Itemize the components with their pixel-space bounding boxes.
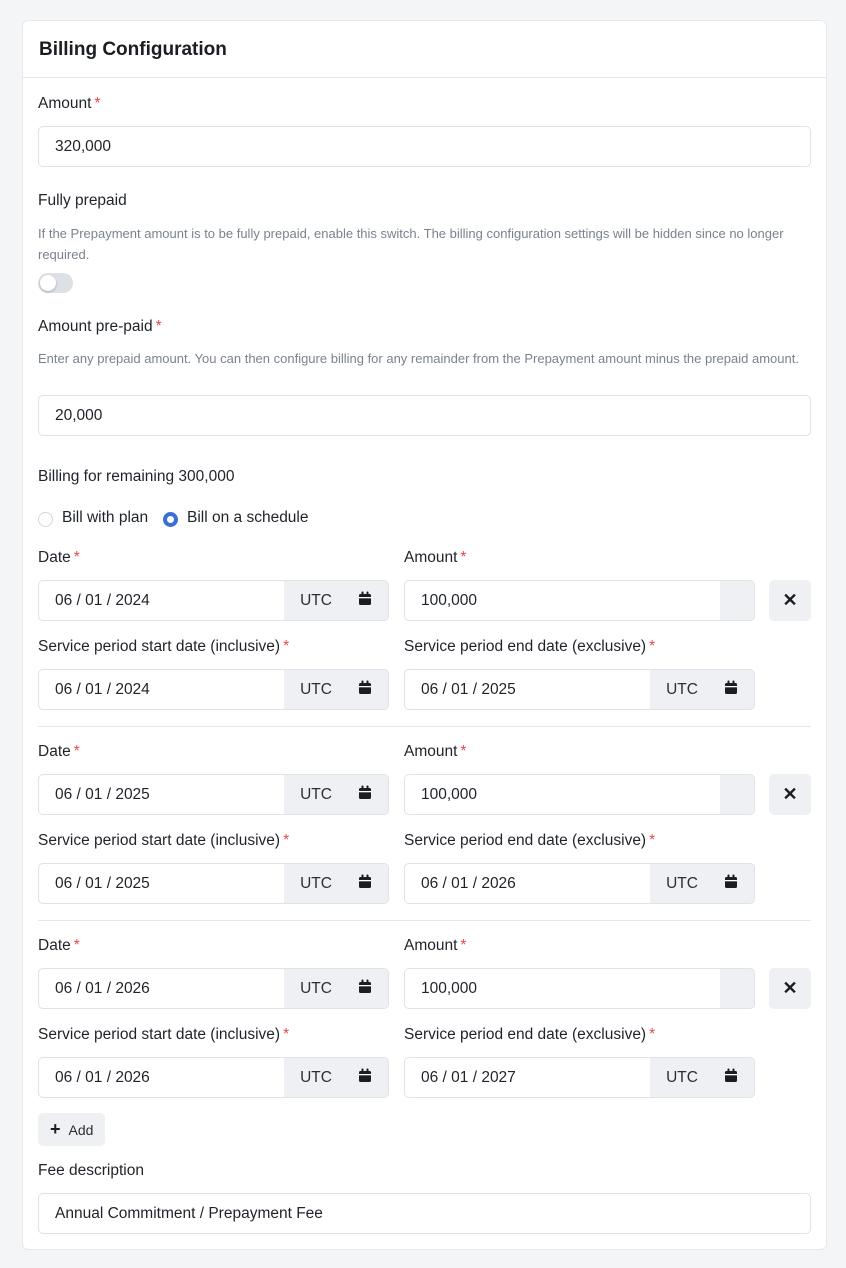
amount-label: Amount *	[404, 549, 467, 566]
timezone-addon	[284, 969, 388, 1008]
amount-value[interactable]: 100,000	[421, 591, 478, 609]
timezone-label: UTC	[300, 680, 332, 698]
calendar-icon[interactable]	[724, 1068, 738, 1088]
close-icon: ✕	[782, 590, 798, 610]
fee-description-input[interactable]: Annual Commitment / Prepayment Fee	[38, 1193, 811, 1234]
timezone-addon	[284, 864, 388, 903]
calendar-icon[interactable]	[358, 591, 372, 611]
service-end-input[interactable]	[404, 1057, 755, 1098]
billing-date-input[interactable]	[38, 580, 389, 621]
amount-label: Amount *	[404, 937, 467, 954]
calendar-icon[interactable]	[358, 680, 372, 700]
add-schedule-button[interactable]	[38, 1113, 105, 1146]
amount-addon	[720, 581, 754, 620]
timezone-label: UTC	[666, 874, 698, 892]
amount-addon	[720, 775, 754, 814]
timezone-addon	[284, 581, 388, 620]
billing-date-input[interactable]	[38, 774, 389, 815]
date-value[interactable]: 06 / 01 / 2024	[55, 591, 150, 609]
add-button-label: Add	[68, 1121, 94, 1138]
date-value[interactable]: 06 / 01 / 2025	[55, 785, 150, 803]
service-start-label: Service period start date (inclusive) *	[38, 832, 290, 849]
timezone-addon	[650, 670, 754, 709]
amount-value[interactable]: 100,000	[421, 785, 478, 803]
toggle-knob	[40, 275, 56, 291]
amount-prepaid-input[interactable]: 20,000	[38, 395, 811, 436]
service-start-input[interactable]	[38, 863, 389, 904]
service-start-input[interactable]	[38, 669, 389, 710]
remove-schedule-button[interactable]	[769, 774, 811, 815]
service-end-label: Service period end date (exclusive) *	[404, 832, 656, 849]
amount-prepaid-help: Enter any prepaid amount. You can then configure billing for any remainder from the Prepayment amount minus the prepaid amount.	[38, 351, 799, 366]
bill-on-schedule-radio[interactable]	[163, 512, 178, 527]
timezone-addon	[284, 775, 388, 814]
calendar-icon[interactable]	[358, 874, 372, 894]
date-value[interactable]: 06 / 01 / 2025	[55, 874, 150, 892]
billing-remaining-label: Billing for remaining 300,000	[38, 468, 235, 485]
service-start-label: Service period start date (inclusive) *	[38, 1026, 290, 1043]
timezone-label: UTC	[300, 785, 332, 803]
date-label: Date *	[38, 549, 80, 566]
service-start-input[interactable]	[38, 1057, 389, 1098]
remove-schedule-button[interactable]	[769, 580, 811, 621]
service-end-input[interactable]	[404, 669, 755, 710]
timezone-label: UTC	[666, 680, 698, 698]
billing-date-input[interactable]	[38, 968, 389, 1009]
amount-input[interactable]: 320,000	[38, 126, 811, 167]
date-value[interactable]: 06 / 01 / 2026	[421, 874, 516, 892]
fee-description-label: Fee description	[38, 1162, 144, 1179]
bill-with-plan-label[interactable]: Bill with plan	[62, 509, 149, 526]
timezone-label: UTC	[300, 979, 332, 997]
amount-value[interactable]: 100,000	[421, 979, 478, 997]
card-header	[23, 21, 826, 78]
close-icon: ✕	[782, 978, 798, 998]
calendar-icon[interactable]	[724, 680, 738, 700]
service-end-label: Service period end date (exclusive) *	[404, 1026, 656, 1043]
timezone-addon	[650, 864, 754, 903]
remove-schedule-button[interactable]	[769, 968, 811, 1009]
date-value[interactable]: 06 / 01 / 2026	[55, 979, 150, 997]
schedule-amount-input[interactable]	[404, 774, 755, 815]
close-icon: ✕	[782, 784, 798, 804]
section-divider	[38, 726, 811, 727]
timezone-label: UTC	[300, 874, 332, 892]
amount-label: Amount *	[38, 95, 101, 112]
plus-icon: +	[50, 1119, 61, 1139]
amount-label: Amount *	[404, 743, 467, 760]
service-end-label: Service period end date (exclusive) *	[404, 638, 656, 655]
schedule-amount-input[interactable]	[404, 580, 755, 621]
date-value[interactable]: 06 / 01 / 2024	[55, 680, 150, 698]
timezone-addon	[284, 670, 388, 709]
amount-prepaid-label: Amount pre-paid *	[38, 318, 162, 335]
calendar-icon[interactable]	[358, 979, 372, 999]
fully-prepaid-label: Fully prepaid	[38, 192, 127, 209]
date-label: Date *	[38, 937, 80, 954]
fully-prepaid-toggle[interactable]	[38, 273, 73, 293]
card-title: Billing Configuration	[39, 39, 227, 60]
timezone-label: UTC	[300, 1068, 332, 1086]
calendar-icon[interactable]	[724, 874, 738, 894]
amount-addon	[720, 969, 754, 1008]
date-value[interactable]: 06 / 01 / 2026	[55, 1068, 150, 1086]
date-label: Date *	[38, 743, 80, 760]
timezone-addon	[650, 1058, 754, 1097]
timezone-label: UTC	[666, 1068, 698, 1086]
bill-on-schedule-label[interactable]: Bill on a schedule	[187, 509, 309, 526]
service-end-input[interactable]	[404, 863, 755, 904]
schedule-amount-input[interactable]	[404, 968, 755, 1009]
calendar-icon[interactable]	[358, 1068, 372, 1088]
calendar-icon[interactable]	[358, 785, 372, 805]
bill-with-plan-radio[interactable]	[38, 512, 53, 527]
date-value[interactable]: 06 / 01 / 2027	[421, 1068, 516, 1086]
fully-prepaid-help: If the Prepayment amount is to be fully prepaid, enable this switch. The billing configuration settings will be hidden since no longer required.	[38, 226, 784, 262]
date-value[interactable]: 06 / 01 / 2025	[421, 680, 516, 698]
service-start-label: Service period start date (inclusive) *	[38, 638, 290, 655]
timezone-label: UTC	[300, 591, 332, 609]
section-divider	[38, 920, 811, 921]
timezone-addon	[284, 1058, 388, 1097]
